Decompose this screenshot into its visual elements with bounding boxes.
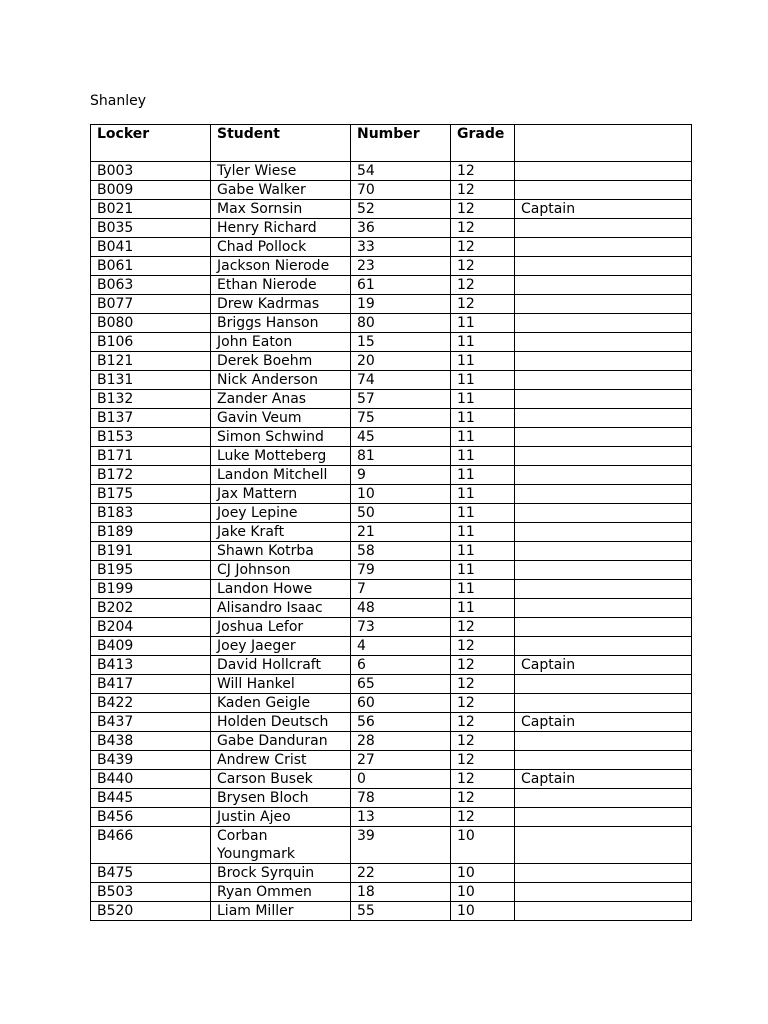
number-cell: 60 [351,694,451,713]
table-row [91,390,692,409]
grade-cell: 10 [451,864,515,883]
grade-cell: 11 [451,523,515,542]
table-row [91,238,692,257]
grade-cell: 10 [451,827,515,864]
table-row [91,883,692,902]
note-cell [515,599,692,618]
grade-cell: 11 [451,561,515,580]
table-row [91,466,692,485]
grade-cell: 11 [451,580,515,599]
note-cell [515,409,692,428]
locker-cell: B041 [91,238,211,257]
student-cell: Joshua Lefor [211,618,351,637]
student-cell: Will Hankel [211,675,351,694]
locker-cell: B409 [91,637,211,656]
locker-cell: B080 [91,314,211,333]
locker-cell: B191 [91,542,211,561]
student-cell: Gavin Veum [211,409,351,428]
locker-cell: B189 [91,523,211,542]
note-cell [515,902,692,921]
student-cell: Alisandro Isaac [211,599,351,618]
note-cell [515,162,692,181]
note-cell [515,637,692,656]
locker-cell: B003 [91,162,211,181]
number-cell: 52 [351,200,451,219]
grade-cell: 11 [451,428,515,447]
note-cell [515,181,692,200]
locker-cell: B171 [91,447,211,466]
note-cell [515,314,692,333]
number-cell: 73 [351,618,451,637]
student-cell: Zander Anas [211,390,351,409]
grade-cell: 12 [451,789,515,808]
number-cell: 58 [351,542,451,561]
number-cell: 57 [351,390,451,409]
student-cell: Simon Schwind [211,428,351,447]
number-cell: 10 [351,485,451,504]
number-cell: 21 [351,523,451,542]
grade-cell: 11 [451,409,515,428]
note-cell [515,485,692,504]
table-row [91,352,692,371]
grade-cell: 12 [451,675,515,694]
number-cell: 78 [351,789,451,808]
note-cell [515,257,692,276]
note-cell [515,808,692,827]
note-cell [515,580,692,599]
page-title: Shanley [90,93,146,109]
note-cell: Captain [515,770,692,789]
student-cell: Joey Jaeger [211,637,351,656]
table-row [91,751,692,770]
student-cell: Jackson Nierode [211,257,351,276]
grade-cell: 12 [451,618,515,637]
student-cell: Brock Syrquin [211,864,351,883]
table-row [91,200,692,219]
locker-cell: B199 [91,580,211,599]
grade-cell: 12 [451,295,515,314]
grade-cell: 11 [451,466,515,485]
note-cell [515,864,692,883]
note-cell [515,276,692,295]
table-row [91,295,692,314]
table-row [91,656,692,675]
student-cell: Landon Mitchell [211,466,351,485]
number-cell: 28 [351,732,451,751]
number-cell: 74 [351,371,451,390]
student-cell: Henry Richard [211,219,351,238]
grade-cell: 11 [451,371,515,390]
table-row [91,371,692,390]
number-cell: 36 [351,219,451,238]
table-row [91,618,692,637]
table-row [91,276,692,295]
number-cell: 18 [351,883,451,902]
locker-cell: B131 [91,371,211,390]
locker-cell: B183 [91,504,211,523]
student-cell: Jake Kraft [211,523,351,542]
note-cell [515,751,692,770]
note-cell [515,883,692,902]
grade-cell: 12 [451,770,515,789]
number-cell: 7 [351,580,451,599]
note-cell [515,694,692,713]
grade-cell: 12 [451,751,515,770]
student-cell: Briggs Hanson [211,314,351,333]
table-row [91,808,692,827]
grade-cell: 12 [451,694,515,713]
grade-cell: 12 [451,181,515,200]
locker-cell: B204 [91,618,211,637]
student-cell: Liam Miller [211,902,351,921]
table-row [91,333,692,352]
number-cell: 65 [351,675,451,694]
number-cell: 56 [351,713,451,732]
note-cell [515,371,692,390]
locker-cell: B077 [91,295,211,314]
note-cell [515,523,692,542]
locker-cell: B417 [91,675,211,694]
grade-cell: 11 [451,504,515,523]
number-cell: 13 [351,808,451,827]
table-row [91,789,692,808]
locker-cell: B413 [91,656,211,675]
number-cell: 6 [351,656,451,675]
student-cell: Corban Youngmark [211,827,351,864]
table-header-row [91,125,692,162]
locker-cell: B466 [91,827,211,864]
table-row [91,409,692,428]
student-cell: Max Sornsin [211,200,351,219]
note-cell [515,390,692,409]
student-cell: Carson Busek [211,770,351,789]
note-cell [515,238,692,257]
student-cell: Jax Mattern [211,485,351,504]
student-cell: Brysen Bloch [211,789,351,808]
number-cell: 33 [351,238,451,257]
grade-cell: 11 [451,485,515,504]
grade-cell: 12 [451,713,515,732]
header-locker: Locker [91,125,211,162]
locker-cell: B475 [91,864,211,883]
note-cell: Captain [515,713,692,732]
grade-cell: 12 [451,238,515,257]
number-cell: 50 [351,504,451,523]
note-cell [515,561,692,580]
header-student: Student [211,125,351,162]
locker-cell: B520 [91,902,211,921]
locker-cell: B438 [91,732,211,751]
header-note [515,125,692,162]
grade-cell: 10 [451,902,515,921]
table-row [91,314,692,333]
grade-cell: 11 [451,333,515,352]
locker-cell: B503 [91,883,211,902]
student-cell: Chad Pollock [211,238,351,257]
grade-cell: 12 [451,656,515,675]
note-cell [515,675,692,694]
number-cell: 54 [351,162,451,181]
table-row [91,447,692,466]
note-cell [515,295,692,314]
table-row [91,902,692,921]
grade-cell: 11 [451,314,515,333]
student-cell: Holden Deutsch [211,713,351,732]
grade-cell: 10 [451,883,515,902]
note-cell [515,447,692,466]
student-cell: Drew Kadrmas [211,295,351,314]
note-cell [515,428,692,447]
note-cell: Captain [515,656,692,675]
number-cell: 39 [351,827,451,864]
note-cell [515,542,692,561]
number-cell: 75 [351,409,451,428]
table-row [91,485,692,504]
table-row [91,162,692,181]
number-cell: 45 [351,428,451,447]
table-row [91,637,692,656]
student-cell: Shawn Kotrba [211,542,351,561]
grade-cell: 12 [451,808,515,827]
student-cell: Ryan Ommen [211,883,351,902]
note-cell [515,466,692,485]
number-cell: 0 [351,770,451,789]
grade-cell: 12 [451,732,515,751]
locker-cell: B439 [91,751,211,770]
locker-cell: B175 [91,485,211,504]
student-cell: Landon Howe [211,580,351,599]
note-cell [515,333,692,352]
student-cell: CJ Johnson [211,561,351,580]
grade-cell: 12 [451,637,515,656]
header-number: Number [351,125,451,162]
table-row [91,219,692,238]
student-cell: Joey Lepine [211,504,351,523]
number-cell: 27 [351,751,451,770]
note-cell [515,789,692,808]
table-row [91,770,692,789]
student-cell: Tyler Wiese [211,162,351,181]
student-cell: Andrew Crist [211,751,351,770]
number-cell: 80 [351,314,451,333]
note-cell: Captain [515,200,692,219]
grade-cell: 11 [451,447,515,466]
locker-cell: B172 [91,466,211,485]
locker-cell: B021 [91,200,211,219]
note-cell [515,827,692,864]
table-row [91,181,692,200]
student-cell: Luke Motteberg [211,447,351,466]
grade-cell: 11 [451,599,515,618]
locker-roster-table [90,124,692,921]
number-cell: 20 [351,352,451,371]
table-row [91,542,692,561]
grade-cell: 12 [451,219,515,238]
locker-cell: B132 [91,390,211,409]
number-cell: 23 [351,257,451,276]
table-body [91,162,692,921]
student-cell: David Hollcraft [211,656,351,675]
number-cell: 81 [351,447,451,466]
header-grade: Grade [451,125,515,162]
table-row [91,827,692,864]
number-cell: 22 [351,864,451,883]
locker-cell: B121 [91,352,211,371]
number-cell: 15 [351,333,451,352]
locker-cell: B456 [91,808,211,827]
grade-cell: 12 [451,200,515,219]
student-cell: Justin Ajeo [211,808,351,827]
student-cell: Ethan Nierode [211,276,351,295]
locker-cell: B035 [91,219,211,238]
number-cell: 55 [351,902,451,921]
table-row [91,694,692,713]
grade-cell: 11 [451,542,515,561]
number-cell: 4 [351,637,451,656]
table-row [91,504,692,523]
table-row [91,732,692,751]
grade-cell: 12 [451,257,515,276]
number-cell: 48 [351,599,451,618]
table-row [91,713,692,732]
student-cell: Gabe Danduran [211,732,351,751]
locker-cell: B137 [91,409,211,428]
table-row [91,428,692,447]
table-row [91,599,692,618]
note-cell [515,219,692,238]
table-row [91,257,692,276]
student-cell: Gabe Walker [211,181,351,200]
table-row [91,864,692,883]
note-cell [515,732,692,751]
note-cell [515,352,692,371]
locker-cell: B445 [91,789,211,808]
number-cell: 19 [351,295,451,314]
table-row [91,580,692,599]
number-cell: 79 [351,561,451,580]
locker-cell: B009 [91,181,211,200]
note-cell [515,504,692,523]
table-row [91,523,692,542]
grade-cell: 11 [451,352,515,371]
note-cell [515,618,692,637]
locker-cell: B063 [91,276,211,295]
grade-cell: 12 [451,276,515,295]
locker-cell: B440 [91,770,211,789]
number-cell: 70 [351,181,451,200]
locker-cell: B153 [91,428,211,447]
student-cell: Derek Boehm [211,352,351,371]
grade-cell: 12 [451,162,515,181]
locker-cell: B437 [91,713,211,732]
locker-cell: B195 [91,561,211,580]
table-row [91,675,692,694]
student-cell: Nick Anderson [211,371,351,390]
student-cell: Kaden Geigle [211,694,351,713]
locker-cell: B422 [91,694,211,713]
student-cell: John Eaton [211,333,351,352]
locker-cell: B061 [91,257,211,276]
number-cell: 9 [351,466,451,485]
locker-cell: B106 [91,333,211,352]
locker-cell: B202 [91,599,211,618]
number-cell: 61 [351,276,451,295]
grade-cell: 11 [451,390,515,409]
table-row [91,561,692,580]
